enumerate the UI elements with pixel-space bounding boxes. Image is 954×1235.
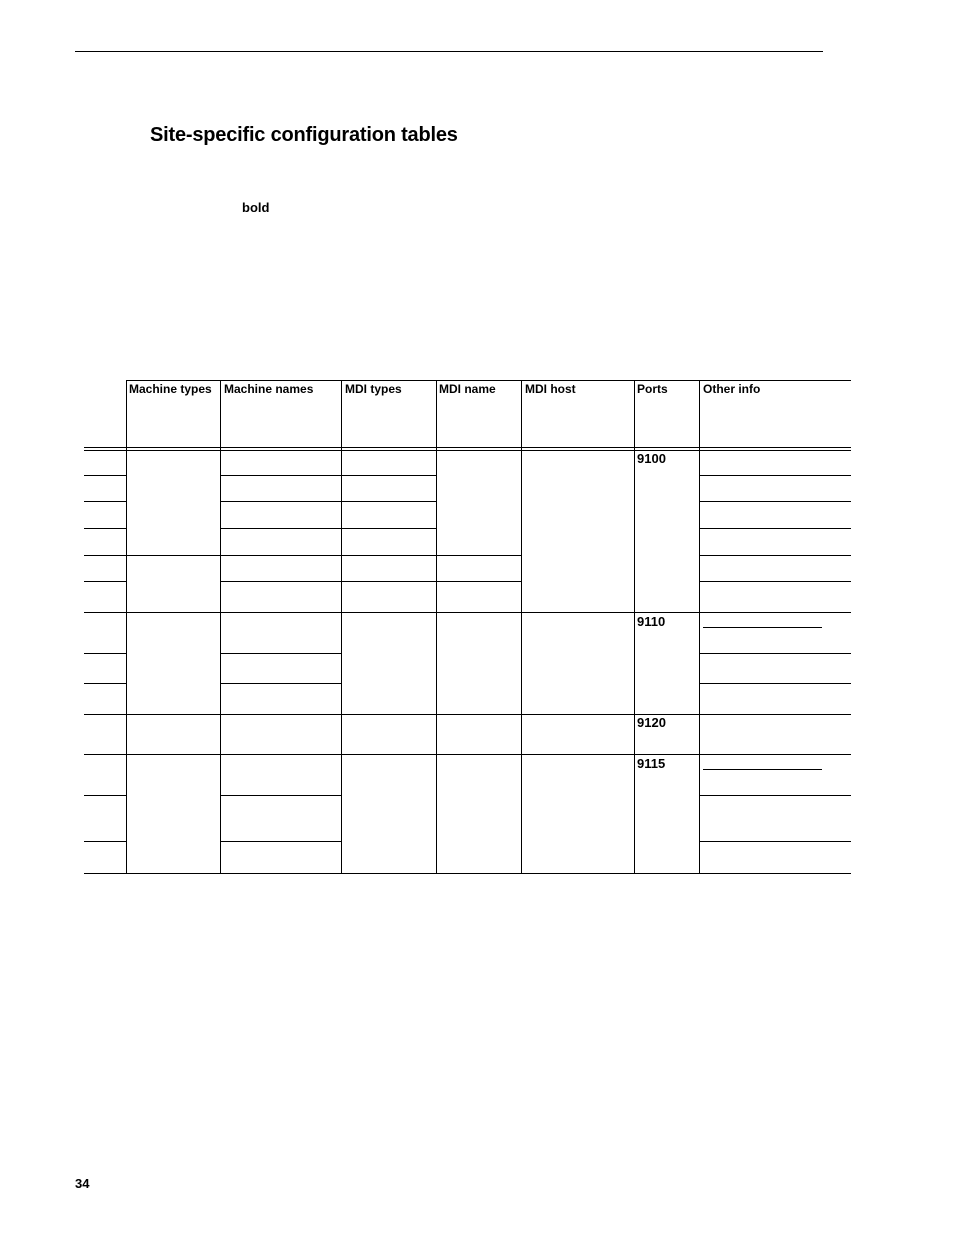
header-rule-lower <box>84 450 851 451</box>
row-rule <box>84 581 126 582</box>
group-rule <box>84 714 851 715</box>
port-value: 9100 <box>637 451 666 466</box>
header-other-info: Other info <box>703 382 761 396</box>
table-top-border <box>126 380 851 381</box>
col-divider <box>341 380 342 874</box>
col-divider <box>699 380 700 874</box>
row-rule <box>699 683 851 684</box>
header-ports: Ports <box>637 382 668 396</box>
col-divider <box>521 380 522 874</box>
row-rule <box>220 581 521 582</box>
row-rule <box>220 528 436 529</box>
row-rule <box>220 795 341 796</box>
row-rule <box>699 653 851 654</box>
page-number: 34 <box>75 1176 90 1191</box>
header-rule-upper <box>84 447 851 448</box>
row-rule <box>84 555 521 556</box>
header-mdi-name: MDI name <box>439 382 496 396</box>
row-rule <box>699 555 851 556</box>
row-rule <box>84 653 126 654</box>
row-rule <box>84 795 126 796</box>
top-rule <box>75 51 823 52</box>
row-rule <box>699 528 851 529</box>
table-bottom-border <box>84 873 851 874</box>
row-rule <box>84 683 126 684</box>
header-machine-types: Machine types <box>129 382 212 396</box>
row-rule <box>699 475 851 476</box>
row-rule <box>220 475 436 476</box>
bold-term: bold <box>242 200 270 215</box>
header-mdi-host: MDI host <box>525 382 576 396</box>
row-rule <box>84 528 126 529</box>
row-rule <box>84 841 126 842</box>
port-value: 9110 <box>637 614 666 629</box>
page-title: Site-specific configuration tables <box>150 124 458 146</box>
row-rule <box>220 683 341 684</box>
col-divider <box>220 380 221 874</box>
row-rule <box>699 795 851 796</box>
group-rule <box>84 754 851 755</box>
row-rule <box>84 501 126 502</box>
header-mdi-types: MDI types <box>345 382 402 396</box>
other-info-fill-line <box>703 627 822 628</box>
row-rule <box>699 841 851 842</box>
row-rule <box>699 501 851 502</box>
row-rule <box>84 475 126 476</box>
row-rule <box>220 501 436 502</box>
col-divider <box>634 380 635 874</box>
port-value: 9115 <box>637 756 666 771</box>
row-rule <box>699 581 851 582</box>
other-info-fill-line <box>703 769 822 770</box>
row-rule <box>220 841 341 842</box>
col-divider <box>126 380 127 874</box>
col-divider <box>436 380 437 874</box>
port-value: 9120 <box>637 715 666 730</box>
row-rule <box>220 653 341 654</box>
header-machine-names: Machine names <box>224 382 314 396</box>
group-rule <box>84 612 851 613</box>
